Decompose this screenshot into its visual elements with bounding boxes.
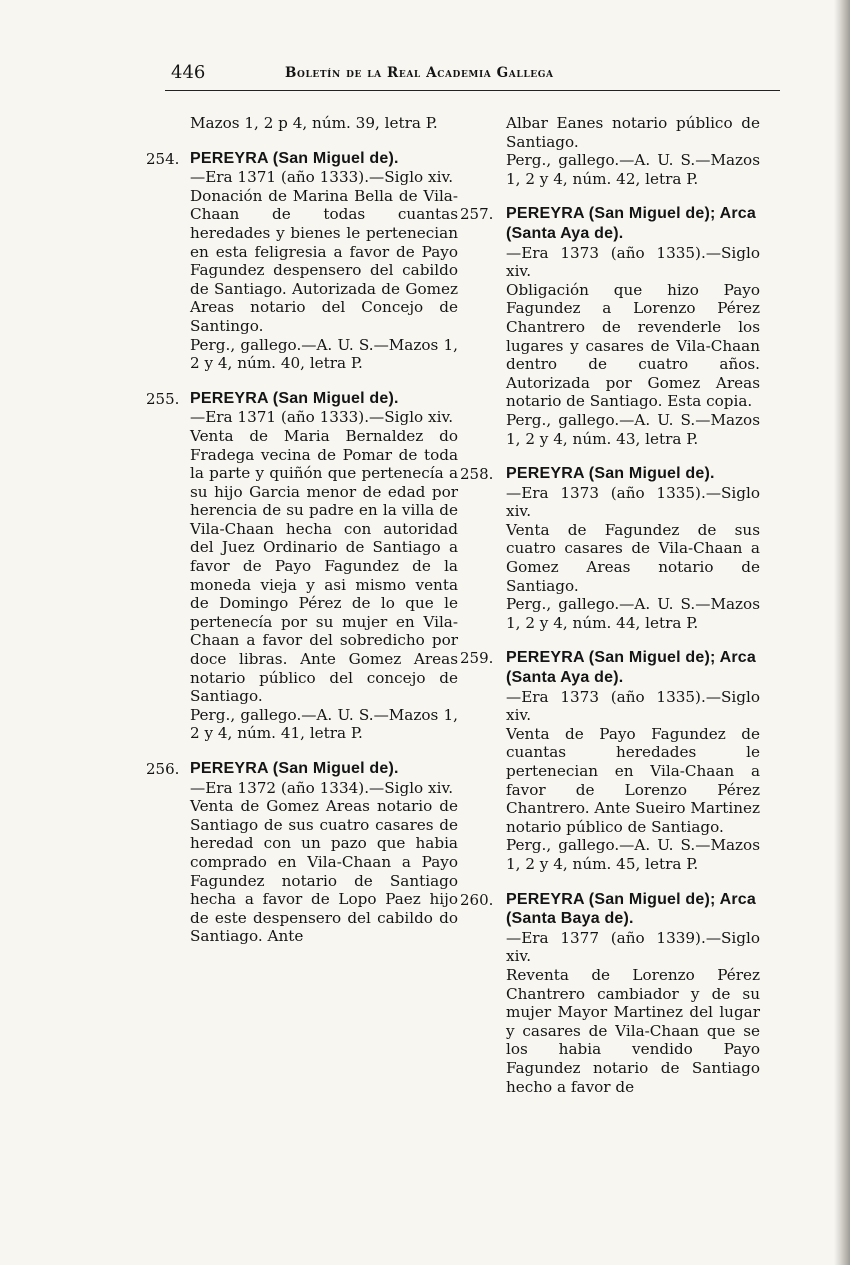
entry-reference: Perg., gallego.—A. U. S.—Mazos 1, 2 y 4, núm. 41, letra P. xyxy=(190,705,458,743)
catalog-entry-260 xyxy=(460,890,760,1097)
entry-body: Venta de Fagundez de sus cuatro casares de Vila-Chaan a Gomez Areas notario de Santiago. xyxy=(506,520,760,595)
catalog-entry-258 xyxy=(460,464,760,632)
page-edge-shadow xyxy=(834,0,850,1265)
entry-body: Venta de Payo Fagundez de cuantas heredades le pertenecian en Vila-Chaan a favor de Lorenzo Pérez Chantrero. Ante Sueiro Martinez notario público de Santiago. xyxy=(506,724,760,836)
entry-title: PEREYRA (San Miguel de); Arca (Santa Baya de). xyxy=(506,890,756,928)
entry-title: PEREYRA (San Miguel de); Arca (Santa Aya de). xyxy=(506,649,756,687)
entry-date: —Era 1371 (año 1333).—Siglo xiv. xyxy=(190,408,454,427)
continuation-body: Albar Eanes notario público de Santiago. xyxy=(506,114,760,151)
entry-body: Obligación que hizo Payo Fagundez a Lorenzo Pérez Chantrero de revenderle los lugares y casares de Vila-Chaan dentro de cuatro años. Autorizada por Gomez Areas notario de Santiago. Esta copia. xyxy=(506,280,760,411)
entry-number: 260. xyxy=(460,890,494,909)
continuation-text xyxy=(506,114,760,188)
entry-number: 256. xyxy=(146,760,180,778)
page-header xyxy=(165,60,780,91)
catalog-entry-257 xyxy=(460,204,760,448)
right-column xyxy=(460,114,760,1112)
entry-number: 254. xyxy=(146,149,180,168)
entry-date: —Era 1371 (año 1333).—Siglo xiv. xyxy=(190,168,454,187)
entry-title: PEREYRA (San Miguel de). xyxy=(506,465,715,483)
catalog-entry-259 xyxy=(460,648,760,873)
entry-body: Reventa de Lorenzo Pérez Chantrero cambiador y de su mujer Mayor Martinez del lugar y casares de Vila-Chaan que se los habia vendido Payo Fagundez notario de Santiago hecho a favor de xyxy=(506,965,760,1096)
entry-title: PEREYRA (San Miguel de); Arca (Santa Aya de). xyxy=(506,205,756,242)
catalog-entry-256 xyxy=(146,759,458,946)
entry-body: Donación de Marina Bella de Vila-Chaan de todas cuantas heredades y bienes le pertenecian en esta feligresia a favor de Payo Fagundez despensero del cabildo de Santiago. Autorizada de Gomez Areas notario del Concejo de Santingo. xyxy=(190,186,458,335)
page-number: 446 xyxy=(171,62,206,83)
entry-body: Venta de Maria Bernaldez do Fradega vecina de Pomar de toda la parte y quiñón que pertenecía a su hijo Garcia menor de edad por herencia de su padre en la villa de Vila-Chaan hecha con autoridad del Juez Ordinario de Santiago a favor de Payo Fagundez de la moneda vieja y asi mismo venta de Domingo Pérez de lo que le pertenecía por su mujer en Vila-Chaan a favor del sobredicho por doce libras. Ante Gomez Areas notario público del concejo de Santiago. xyxy=(190,426,458,706)
entry-reference: Perg., gallego.—A. U. S.—Mazos 1, 2 y 4, núm. 43, letra P. xyxy=(506,410,760,448)
entry-reference: Perg., gallego.—A. U. S.—Mazos 1, 2 y 4, núm. 44, letra P. xyxy=(506,595,760,632)
entry-number: 257. xyxy=(460,205,494,224)
entry-title: PEREYRA (San Miguel de). xyxy=(190,760,399,777)
left-column xyxy=(146,114,458,962)
entry-reference: Perg., gallego.—A. U. S.—Mazos 1, 2 y 4, núm. 45, letra P. xyxy=(506,836,760,873)
continuation-reference: Perg., gallego.—A. U. S.—Mazos 1, 2 y 4, núm. 42, letra P. xyxy=(506,151,760,188)
entry-date: —Era 1372 (año 1334).—Siglo xiv. xyxy=(190,778,454,797)
continuation-text xyxy=(190,114,458,133)
catalog-entry-255 xyxy=(146,389,458,743)
entry-date: —Era 1373 (año 1335).—Siglo xiv. xyxy=(506,483,760,521)
continuation-ref: Mazos 1, 2 p 4, núm. 39, letra P. xyxy=(190,114,438,132)
running-title: Boletín de la Real Academia Gallega xyxy=(285,65,554,81)
entry-number: 259. xyxy=(460,649,494,668)
entry-date: —Era 1373 (año 1335).—Siglo xiv. xyxy=(506,687,760,725)
entry-title: PEREYRA (San Miguel de). xyxy=(190,389,399,407)
entry-date: —Era 1373 (año 1335).—Siglo xiv. xyxy=(506,243,760,281)
entry-title: PEREYRA (San Miguel de). xyxy=(190,149,399,167)
catalog-entry-254 xyxy=(146,149,458,373)
entry-number: 255. xyxy=(146,389,180,408)
entry-number: 258. xyxy=(460,465,494,484)
entry-reference: Perg., gallego.—A. U. S.—Mazos 1, 2 y 4, núm. 40, letra P. xyxy=(190,335,458,373)
entry-body: Venta de Gomez Areas notario de Santiago de sus cuatro casares de heredad con un pazo que habia comprado en Vila-Chaan a Payo Fagundez notario de Santiago hecha a favor de Lopo Paez hijo de este despensero del cabildo do Santiago. Ante xyxy=(190,797,458,946)
entry-date: —Era 1377 (año 1339).—Siglo xiv. xyxy=(506,928,760,966)
